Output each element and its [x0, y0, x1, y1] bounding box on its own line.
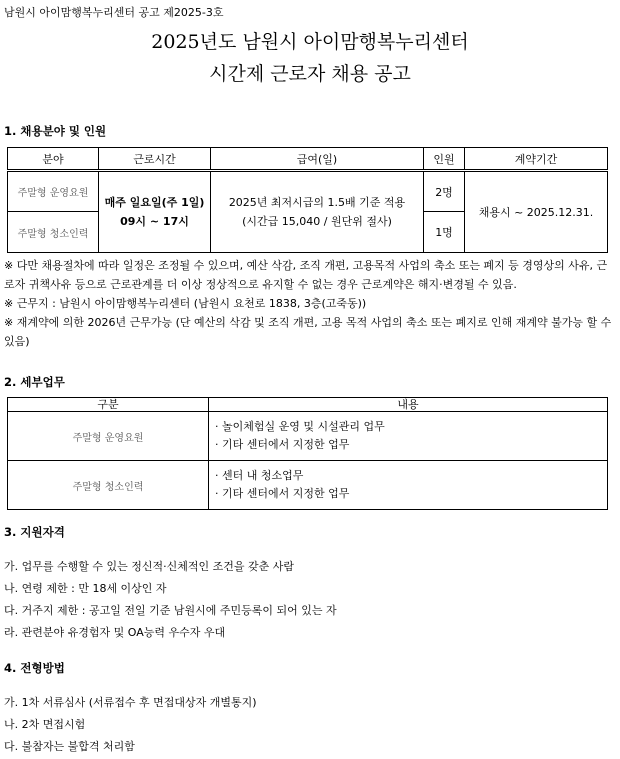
field-cell: 주말형 운영요원 — [8, 171, 99, 212]
title-line1: 2025년도 남원시 아이맘행복누리센터 — [151, 31, 469, 53]
note: ※ 근무지 : 남원시 아이맘행복누리센터 (남원시 요천로 1838, 3층(고죽동)) — [4, 297, 367, 310]
list-item: 나. 연령 제한 : 만 18세 이상인 자 — [4, 582, 167, 595]
section3-heading: 3. 지원자격 — [4, 525, 65, 539]
section1-heading: 1. 채용분야 및 인원 — [4, 124, 107, 138]
duties-cell — [209, 412, 608, 461]
selection-list — [4, 692, 257, 758]
col-header: 구분 — [8, 398, 209, 412]
col-header: 인원 — [424, 148, 465, 171]
hours-line: 매주 일요일(주 1일) — [104, 196, 205, 209]
col-header: 근로시간 — [99, 148, 211, 171]
notes — [4, 256, 616, 351]
hours-cell — [99, 171, 211, 253]
col-header: 급여(일) — [211, 148, 424, 171]
duty: · 기타 센터에서 지정한 업무 — [215, 438, 350, 451]
field-cell: 주말형 청소인력 — [8, 461, 209, 510]
pay-cell — [211, 171, 424, 253]
list-item: 다. 거주지 제한 : 공고일 전일 기준 남원시에 주민등록이 되어 있는 자 — [4, 604, 337, 617]
list-item: 나. 2차 면접시험 — [4, 718, 86, 731]
section4-heading: 4. 전형방법 — [4, 661, 65, 675]
qualifications-list — [4, 556, 337, 644]
count-cell: 2명 — [424, 171, 465, 212]
list-item: 가. 1차 서류심사 (서류접수 후 면접대상자 개별통지) — [4, 696, 257, 709]
period-cell: 채용시 ~ 2025.12.31. — [465, 171, 608, 253]
field-cell: 주말형 운영요원 — [8, 412, 209, 461]
note: ※ 다만 채용절차에 따라 일정은 조정될 수 있으며, 예산 삭감, 조직 개편, 고용목적 사업의 축소 또는 폐지 등 경영상의 사유, 근로자 귀책사유 등으로 근로관계를 더 이상 정상적으로 유지할 수 없는 경우 근로계약은 해지·변경될 수 있음. — [4, 259, 608, 291]
duty: · 놀이체험실 운영 및 시설관리 업무 — [215, 420, 385, 433]
title-line2: 시간제 근로자 채용 공고 — [209, 63, 411, 85]
count-cell: 1명 — [424, 212, 465, 253]
hours-line: 09시 ~ 17시 — [120, 215, 189, 228]
notice-number: 남원시 아이맘행복누리센터 공고 제2025-3호 — [4, 6, 224, 19]
list-item: 다. 불참자는 불합격 처리함 — [4, 740, 135, 753]
duty: · 기타 센터에서 지정한 업무 — [215, 487, 350, 500]
pay-line: 2025년 최저시급의 1.5배 기준 적용 — [228, 196, 406, 209]
list-item: 라. 관련분야 유경험자 및 OA능력 우수자 우대 — [4, 626, 226, 639]
col-header: 내용 — [209, 398, 608, 412]
pay-line: (시간급 15,040 / 원단위 절사) — [242, 215, 392, 228]
col-header: 분야 — [8, 148, 99, 171]
field-cell: 주말형 청소인력 — [8, 212, 99, 253]
duties-cell — [209, 461, 608, 510]
section2-heading: 2. 세부업무 — [4, 375, 65, 389]
note: ※ 재계약에 의한 2026년 근무가능 (단 예산의 삭감 및 조직 개편, 고용 목적 사업의 축소 또는 폐지로 인해 재계약 불가능 할 수 있음) — [4, 316, 612, 348]
duty: · 센터 내 청소업무 — [215, 469, 304, 482]
col-header: 계약기간 — [465, 148, 608, 171]
recruitment-table — [7, 147, 608, 253]
duties-table — [7, 397, 608, 510]
list-item: 가. 업무를 수행할 수 있는 정신적·신체적인 조건을 갖춘 사람 — [4, 560, 294, 573]
